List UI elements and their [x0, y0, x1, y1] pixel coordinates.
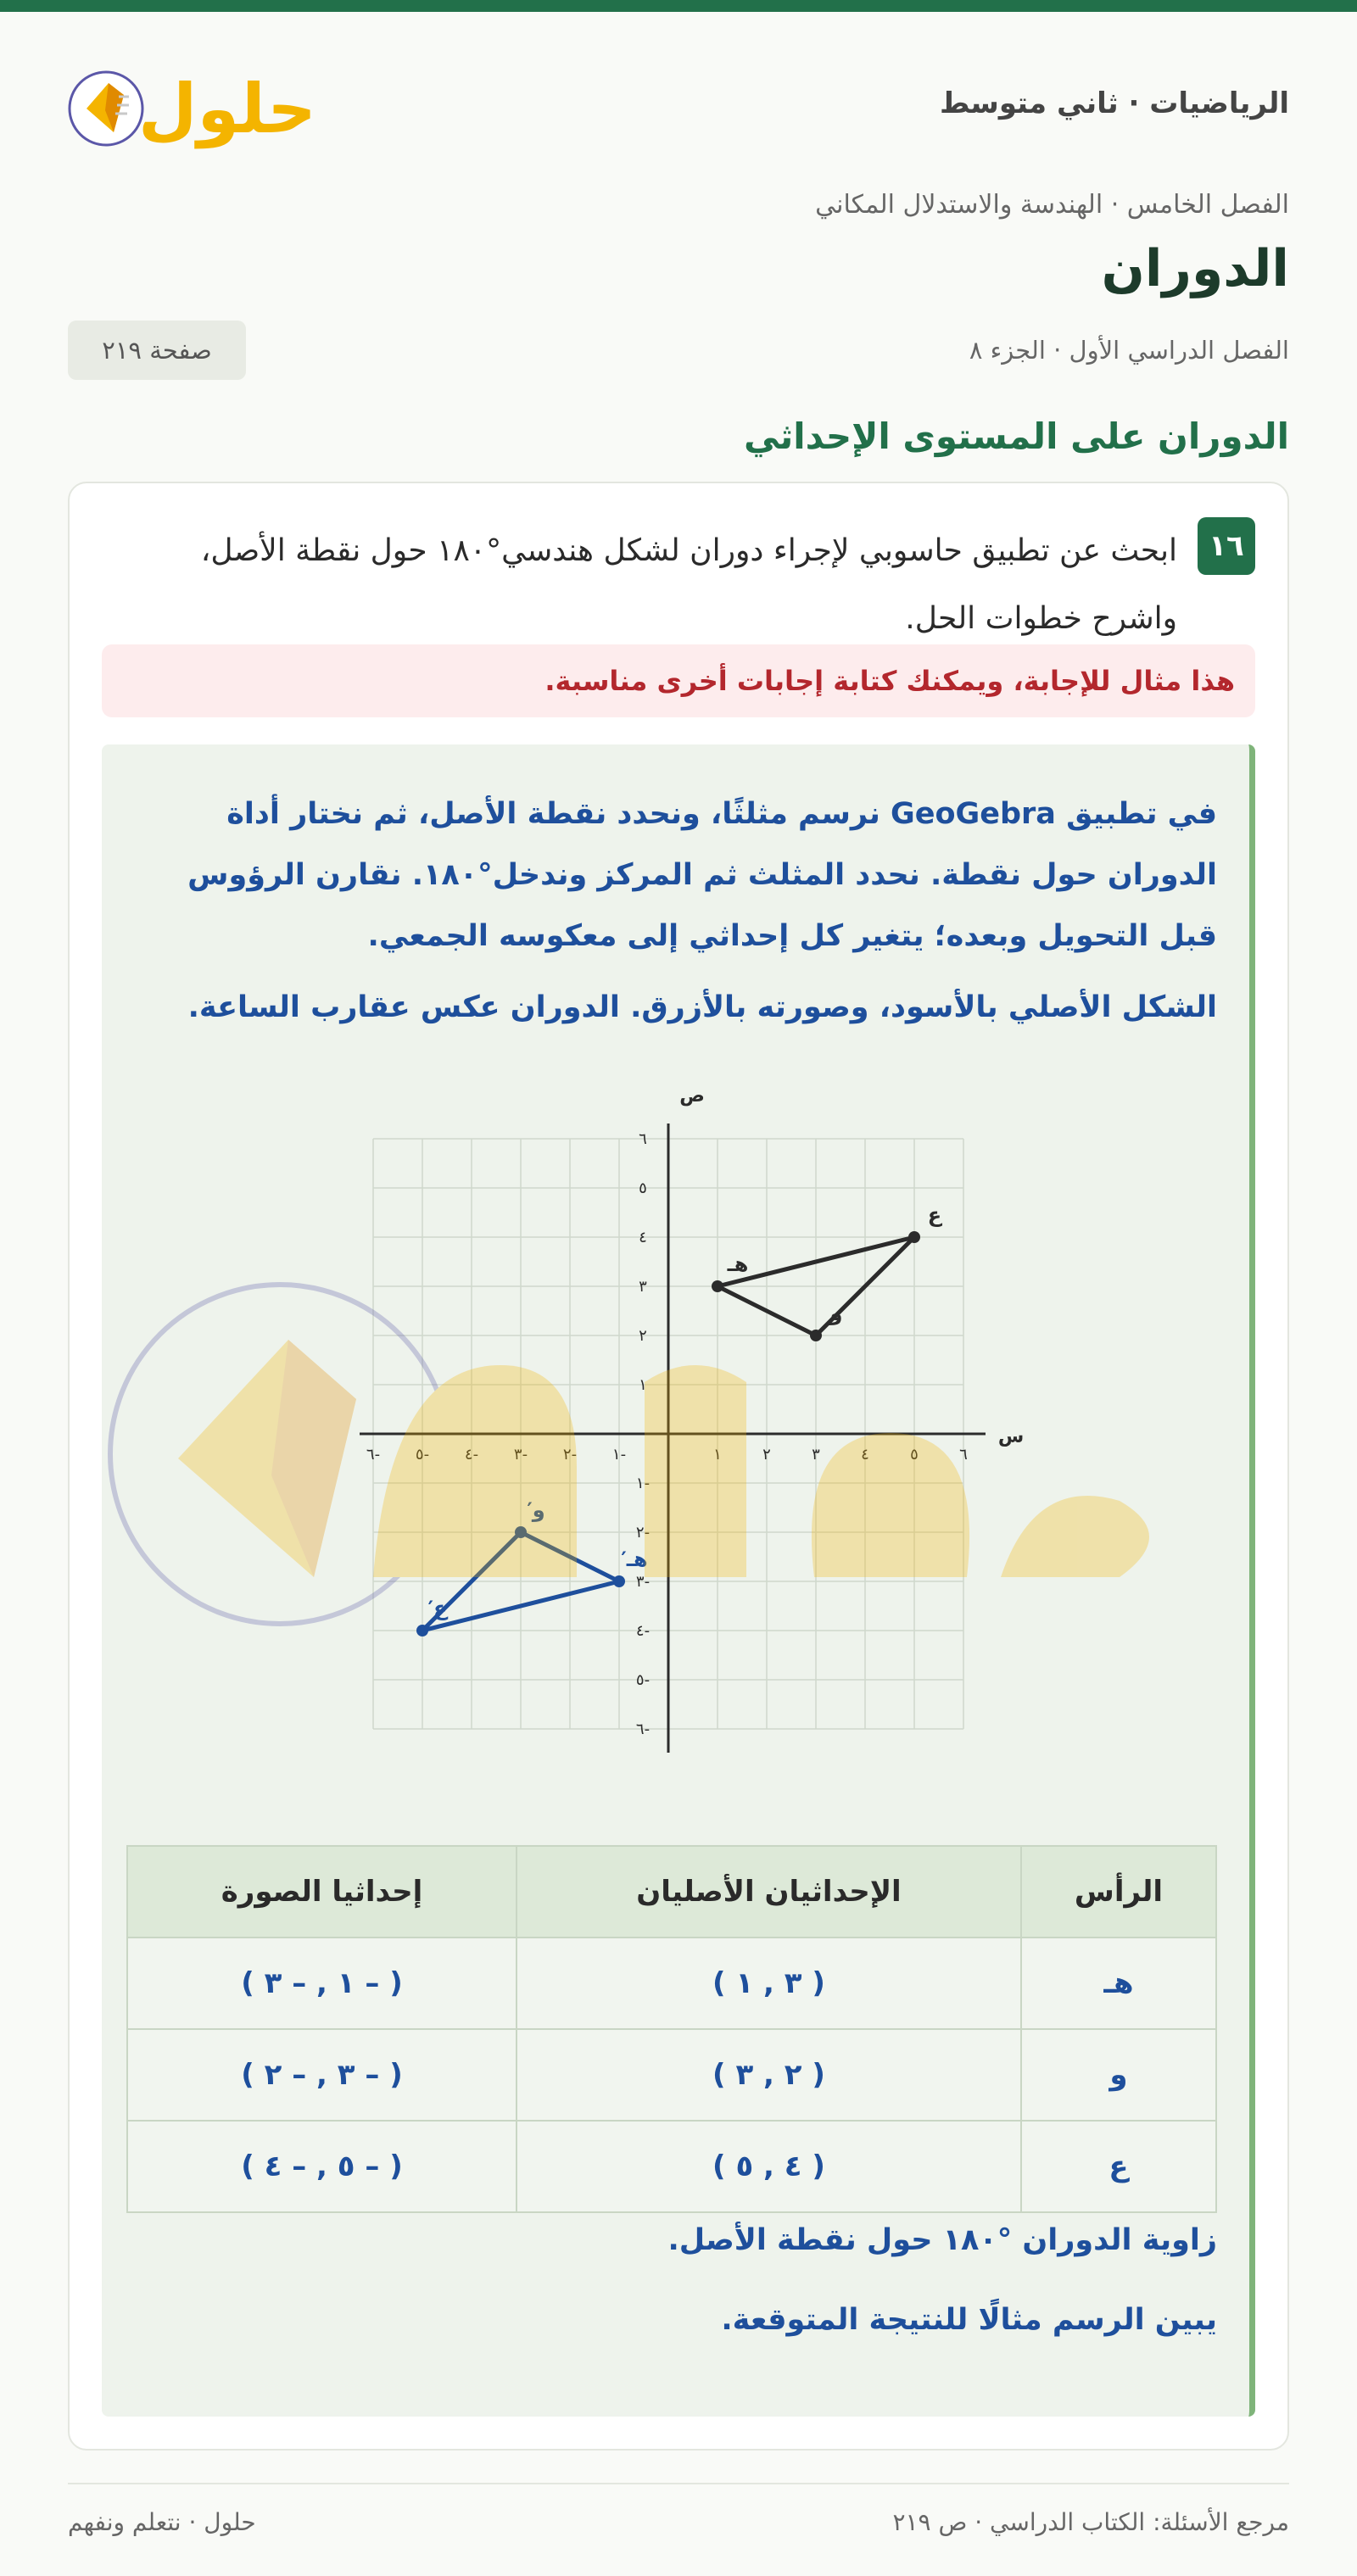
- x-tick-label: -٣: [513, 1446, 528, 1464]
- x-tick-label: ٢: [762, 1446, 771, 1464]
- table-header-image: إحداثيا الصورة: [127, 1846, 517, 1938]
- term-label: الفصل الدراسي الأول · الجزء ٨: [969, 336, 1289, 365]
- vertex-point: [908, 1231, 920, 1243]
- question-text: ابحث عن تطبيق حاسوبي لإجراء دوران لشكل هندسي°١٨٠ حول نقطة الأصل، واشرح خطوات الحل.: [200, 533, 1177, 636]
- footer-reference: مرجع الأسئلة: الكتاب الدراسي · ص ٢١٩: [892, 2508, 1289, 2536]
- table-cell: و: [1021, 2029, 1216, 2121]
- x-tick-label: ١: [713, 1446, 722, 1464]
- vertex-label: و′: [527, 1498, 545, 1522]
- table-row: [127, 2121, 1216, 2212]
- conclusion-angle: زاوية الدوران °١٨٠ حول نقطة الأصل.: [667, 2223, 1217, 2257]
- y-tick-label: -٦: [635, 1720, 651, 1738]
- y-tick-label: ٥: [639, 1179, 647, 1197]
- chapter-label: الفصل الخامس · الهندسة والاستدلال المكاني: [815, 190, 1289, 220]
- vertex-point: [515, 1526, 527, 1538]
- footer-brand: حلول · نتعلم ونفهم: [68, 2508, 256, 2536]
- answer-legend-note: الشكل الأصلي بالأسود، وصورته بالأزرق. الدوران عكس عقارب الساعة.: [187, 990, 1217, 1024]
- x-tick-label: ٦: [959, 1446, 968, 1464]
- y-tick-label: -٤: [635, 1622, 651, 1640]
- vertex-label: ع: [927, 1203, 942, 1227]
- answer-paragraph: في تطبيق GeoGebra نرسم مثلثًا، ونحدد نقطة الأصل، ثم نختار أداة الدوران حول نقطة. نحدد المثلث ثم المركز وندخل°١٨٠. نقارن الرؤوس قبل التحويل وبعده؛ يتغير كل إحداثي إلى معكوسه الجمعي.: [187, 797, 1217, 953]
- vertex-label: و: [829, 1302, 843, 1325]
- y-tick-label: -١: [635, 1475, 651, 1492]
- table-cell: هـ: [1021, 1938, 1216, 2029]
- y-tick-label: ٣: [639, 1278, 647, 1296]
- table-row: [127, 1938, 1216, 2029]
- vertex-label: هـ′: [621, 1547, 648, 1571]
- x-tick-label: ٤: [861, 1446, 869, 1464]
- question-number-badge: ١٦: [1198, 517, 1255, 575]
- x-tick-label: -٦: [366, 1446, 381, 1464]
- y-axis-label: ص: [679, 1085, 705, 1107]
- vertex-label: ع′: [427, 1597, 448, 1620]
- top-accent-bar: [0, 0, 1357, 12]
- y-tick-label: -٥: [635, 1671, 651, 1689]
- vertex-label: هـ: [727, 1252, 749, 1276]
- x-tick-label: -٤: [464, 1446, 479, 1464]
- table-cell: ( – ٣ , – ٢ ): [127, 2029, 517, 2121]
- hulul-logo[interactable]: [68, 51, 314, 161]
- page-title: الدوران: [1101, 239, 1289, 298]
- coordinate-plane-graph: [102, 1084, 1259, 1738]
- y-tick-label: -٢: [635, 1524, 651, 1542]
- table-row: [127, 2029, 1216, 2121]
- page-header: [68, 51, 1289, 161]
- table-cell: ( – ٥ , – ٤ ): [127, 2121, 517, 2212]
- answer-disclaimer-note: هذا مثال للإجابة، ويمكنك كتابة إجابات أخرى مناسبة.: [102, 644, 1255, 717]
- table-header-original: الإحداثيان الأصليان: [517, 1846, 1021, 1938]
- question-card: [68, 482, 1289, 2451]
- logo-wordmark: حلول: [138, 70, 316, 148]
- vertex-point: [712, 1280, 723, 1292]
- subject-label: الرياضيات · ثاني متوسط: [940, 86, 1289, 120]
- coordinates-table: [126, 1845, 1217, 2213]
- x-tick-label: -١: [611, 1446, 627, 1464]
- x-tick-label: -٥: [415, 1446, 430, 1464]
- vertex-point: [810, 1330, 822, 1341]
- table-header-vertex: الرأس: [1021, 1846, 1216, 1938]
- page-number-badge: صفحة ٢١٩: [68, 321, 246, 380]
- y-tick-label: -٣: [635, 1573, 651, 1591]
- vertex-point: [416, 1625, 428, 1636]
- y-tick-label: ٤: [639, 1229, 647, 1246]
- x-tick-label: ٥: [910, 1446, 919, 1464]
- y-tick-label: ٢: [639, 1327, 647, 1345]
- conclusion-note: يبين الرسم مثالًا للنتيجة المتوقعة.: [721, 2303, 1217, 2337]
- footer-divider: [68, 2483, 1289, 2484]
- x-tick-label: ٣: [812, 1446, 820, 1464]
- y-tick-label: ١: [639, 1376, 647, 1394]
- table-cell: ع: [1021, 2121, 1216, 2212]
- answer-box: [102, 744, 1255, 2417]
- section-title: الدوران على المستوى الإحداثي: [743, 415, 1289, 457]
- table-header-row: [127, 1846, 1216, 1938]
- x-tick-label: -٢: [562, 1446, 578, 1464]
- x-axis-label: س: [997, 1426, 1025, 1447]
- table-cell: ( ٤ , ٥ ): [517, 2121, 1021, 2212]
- table-cell: ( ٢ , ٣ ): [517, 2029, 1021, 2121]
- table-cell: ( ٣ , ١ ): [517, 1938, 1021, 2029]
- y-tick-label: ٦: [639, 1130, 647, 1148]
- table-cell: ( – ١ , – ٣ ): [127, 1938, 517, 2029]
- vertex-point: [613, 1575, 625, 1587]
